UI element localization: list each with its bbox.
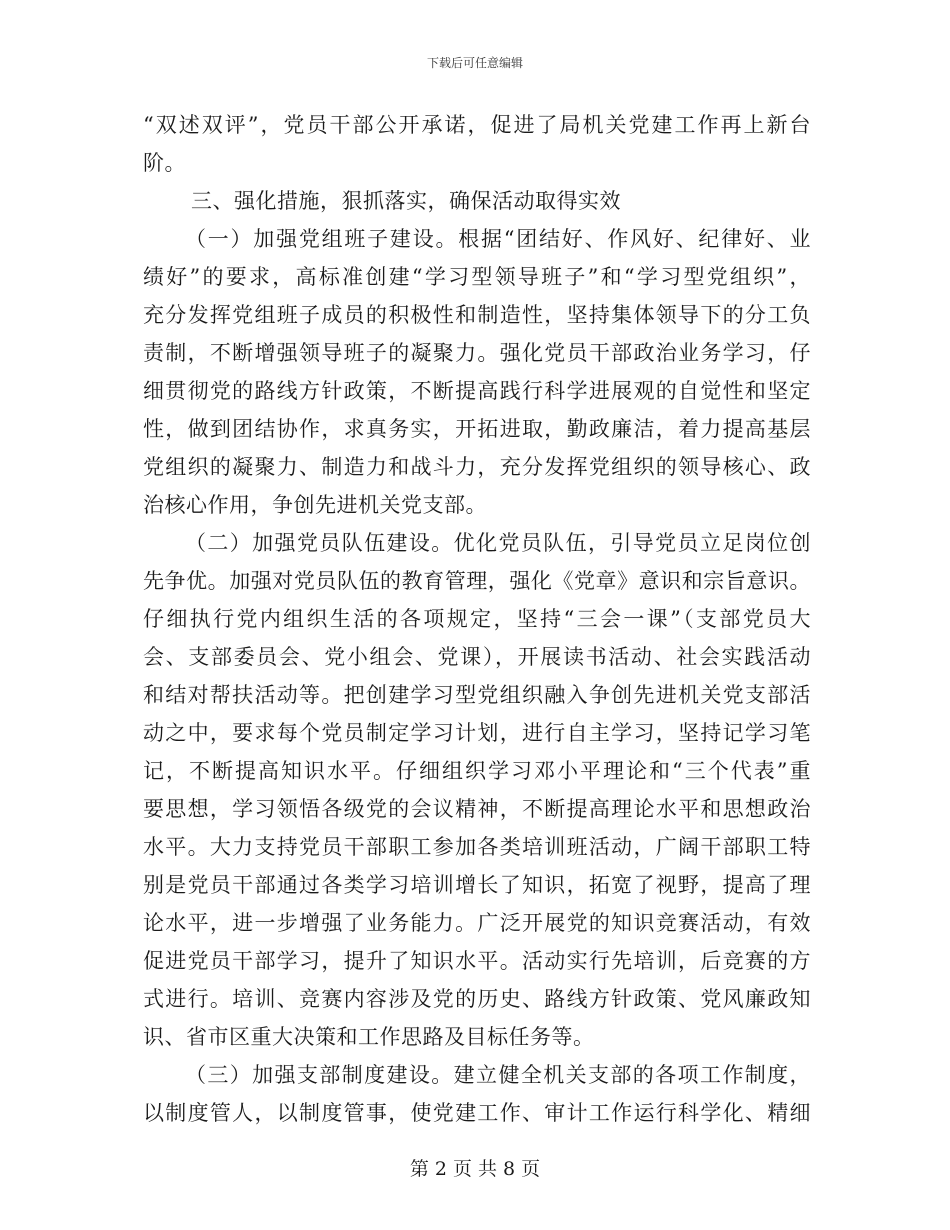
text-line: 式进行。培训、竞赛内容涉及党的历史、路线方针政策、党风廉政知 [143, 987, 811, 1011]
text-line: 仔细执行党内组织生活的各项规定，坚持“三会一课”（支部党员大 [143, 607, 811, 631]
text-line: 别是党员干部通过各类学习培训增长了知识，拓宽了视野，提高了理 [143, 873, 811, 897]
text-line: “双述双评”，党员干部公开承诺，促进了局机关党建工作再上新台 [143, 113, 811, 137]
text-line: 性，做到团结协作，求真务实，开拓进取，勤政廉洁，着力提高基层 [143, 417, 811, 441]
text-line: 三、强化措施，狠抓落实，确保活动取得实效 [191, 189, 621, 213]
header-note: 下载后可任意编辑 [426, 56, 523, 70]
text-line: 充分发挥党组班子成员的积极性和制造性，坚持集体领导下的分工负 [143, 303, 811, 327]
document-body [143, 106, 811, 1132]
text-line: （一）加强党组班子建设。根据“团结好、作风好、纪律好、业 [185, 227, 811, 251]
text-line: 细贯彻党的路线方针政策，不断提高践行科学进展观的自觉性和坚定 [143, 379, 811, 403]
text-line: 和结对帮扶活动等。把创建学习型党组织融入争创先进机关党支部活 [143, 683, 811, 707]
text-line: （三）加强支部制度建设。建立健全机关支部的各项工作制度， [185, 1063, 811, 1087]
text-line: 记，不断提高知识水平。仔细组织学习邓小平理论和“三个代表”重 [143, 759, 811, 783]
text-line: 识、省市区重大决策和工作思路及目标任务等。 [143, 1025, 595, 1049]
text-line: 阶。 [143, 151, 186, 175]
text-line: 水平。大力支持党员干部职工参加各类培训班活动，广阔干部职工特 [143, 835, 811, 859]
text-line: （二）加强党员队伍建设。优化党员队伍，引导党员立足岗位创 [185, 531, 811, 555]
text-line: 动之中，要求每个党员制定学习计划，进行自主学习，坚持记学习笔 [143, 721, 811, 745]
text-line: 先争优。加强对党员队伍的教育管理，强化《党章》意识和宗旨意识。 [143, 569, 811, 593]
text-line: 论水平，进一步增强了业务能力。广泛开展党的知识竞赛活动，有效 [143, 911, 811, 935]
text-line: 会、支部委员会、党小组会、党课），开展读书活动、社会实践活动 [143, 645, 811, 669]
text-line: 促进党员干部学习，提升了知识水平。活动实行先培训，后竞赛的方 [143, 949, 811, 973]
text-line: 绩好”的要求，高标准创建“学习型领导班子”和“学习型党组织”， [143, 265, 811, 289]
text-line: 治核心作用，争创先进机关党支部。 [143, 493, 487, 517]
text-line: 以制度管人，以制度管事，使党建工作、审计工作运行科学化、精细 [143, 1101, 811, 1125]
text-line: 要思想，学习领悟各级党的会议精神，不断提高理论水平和思想政治 [143, 797, 811, 821]
text-line: 党组织的凝聚力、制造力和战斗力，充分发挥党组织的领导核心、政 [143, 455, 811, 479]
text-line: 责制，不断增强领导班子的凝聚力。强化党员干部政治业务学习，仔 [143, 341, 811, 365]
page-footer: 第 2 页 共 8 页 [409, 1158, 541, 1180]
